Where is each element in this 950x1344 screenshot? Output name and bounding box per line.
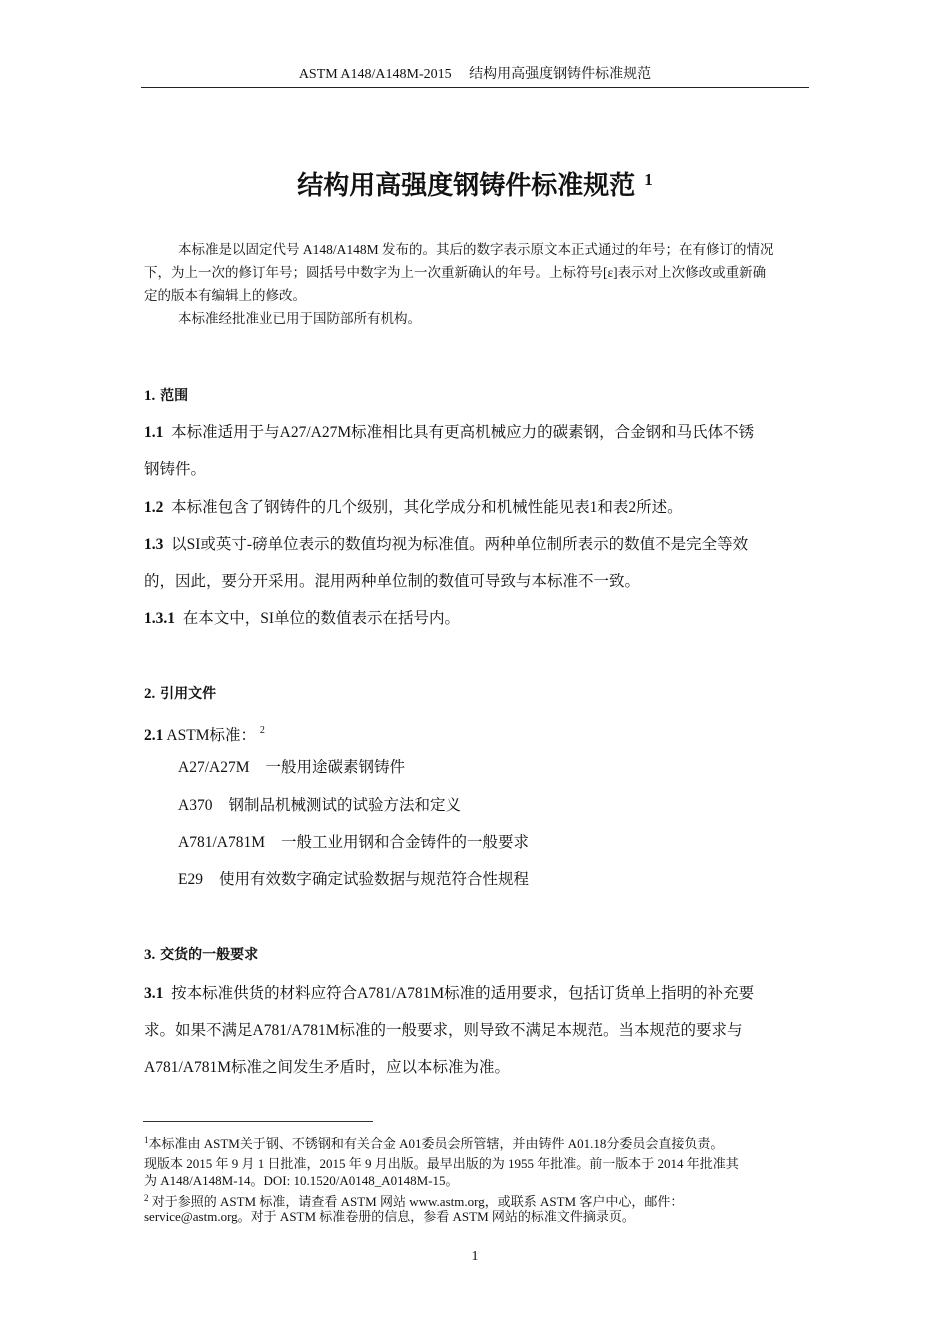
footnote-ref-2: 2 — [259, 725, 265, 736]
paragraph-2-1: 2.1 ASTM标准： $^2$ — [144, 725, 265, 744]
footnote-1-line-2: 现版本 2015 年 9 月 1 日批准，2015 年 9 月出版。最早出版的为 1955 年批准。前一版本于 2014 年批准其 — [144, 1156, 739, 1171]
reference-item — [178, 796, 461, 816]
reference-item — [178, 833, 529, 853]
title-footnote-mark: 1 — [644, 170, 653, 189]
reference-title: 一般工业用钢和合金铸件的一般要求 — [280, 834, 529, 851]
section-1-heading: 1. 范围 — [144, 388, 189, 404]
footnote-1-mark: 1 — [144, 1135, 149, 1145]
reference-code: A27/A27M — [178, 759, 250, 776]
footnote-2-line-1: $^2$ 对于参照的 ASTM 标准，请查看 ASTM 网站 www.astm.org，或联系 ASTM 客户中心，邮件： — [144, 1193, 684, 1209]
reference-item — [178, 870, 529, 890]
footnote-separator — [143, 1121, 373, 1122]
running-header: ASTM A148/A148M-2015 结构用高强度钢铸件标准规范 — [298, 67, 652, 82]
footnote-1-line-3: 为 A148/A148M-14。DOI: 10.1520/A0148_A0148M-15。 — [144, 1173, 459, 1188]
header-rule — [141, 87, 809, 88]
reference-code: A781/A781M — [178, 834, 265, 851]
preamble-line-1: 本标准是以固定代号 A148/A148M 发布的。其后的数字表示原文本正式通过的年号；在有修订的情况 — [178, 242, 774, 257]
paragraph-3-1-cont-2: A781/A781M标准之间发生矛盾时，应以本标准为准。 — [144, 1059, 510, 1076]
paragraph-1-2: 1.2 本标准包含了钢铸件的几个级别，其化学成分和机械性能见表1和表2所述。 — [144, 499, 683, 516]
reference-code: E29 — [178, 871, 203, 888]
reference-title: 一般用途碳素钢铸件 — [265, 759, 405, 776]
section-3-heading: 3. 交货的一般要求 — [144, 947, 259, 963]
reference-code: A370 — [178, 797, 213, 814]
paragraph-1-3-cont: 的，因此，要分开采用。混用两种单位制的数值可导致与本标准不一致。 — [144, 573, 641, 590]
preamble-line-3: 定的版本有编辑上的修改。 — [144, 288, 306, 303]
document-title — [141, 160, 809, 206]
page-number: 1 — [471, 1249, 479, 1264]
paragraph-3-1: 3.1 按本标准供货的材料应符合A781/A781M标准的适用要求，包括订货单上指明的补充要 — [144, 985, 755, 1002]
footnote-1-line-1: $^1$本标准由 ASTM关于钢、不锈钢和有关合金 A01委员会所管辖，并由铸件 A01.18分委员会直接负责。 — [144, 1135, 724, 1151]
paragraph-1-3: 1.3 以SI或英寸-磅单位表示的数值均视为标准值。两种单位制所表示的数值不是完全等效 — [144, 536, 749, 553]
paragraph-3-1-cont-1: 求。如果不满足A781/A781M标准的一般要求，则导致不满足本规范。当本规范的要求与 — [144, 1022, 743, 1039]
paragraph-1-1-cont: 钢铸件。 — [144, 461, 207, 478]
document-title-text: 结构用高强度钢铸件标准规范 — [297, 171, 636, 201]
section-2-heading: 2. 引用文件 — [144, 686, 217, 702]
preamble-approval: 本标准经批准业已用于国防部所有机构。 — [178, 311, 421, 326]
footnote-2-mark: 2 — [144, 1193, 149, 1203]
reference-title: 钢制品机械测试的试验方法和定义 — [228, 797, 461, 814]
reference-item — [178, 758, 405, 778]
preamble-line-2: 下，为上一次的修订年号；圆括号中数字为上一次重新确认的年号。上标符号[ε]表示对上次修改或重新确 — [144, 265, 767, 280]
footnote-2-line-2: service@astm.org。对于 ASTM 标准卷册的信息，参看 ASTM 网站的标准文件摘录页。 — [144, 1209, 635, 1224]
paragraph-1-1: 1.1 本标准适用于与A27/A27M标准相比具有更高机械应力的碳素钢，合金钢和马氏体不锈 — [144, 424, 755, 441]
paragraph-1-3-1: 1.3.1 在本文中，SI单位的数值表示在括号内。 — [144, 610, 461, 627]
reference-title: 使用有效数字确定试验数据与规范符合性规程 — [218, 871, 529, 888]
